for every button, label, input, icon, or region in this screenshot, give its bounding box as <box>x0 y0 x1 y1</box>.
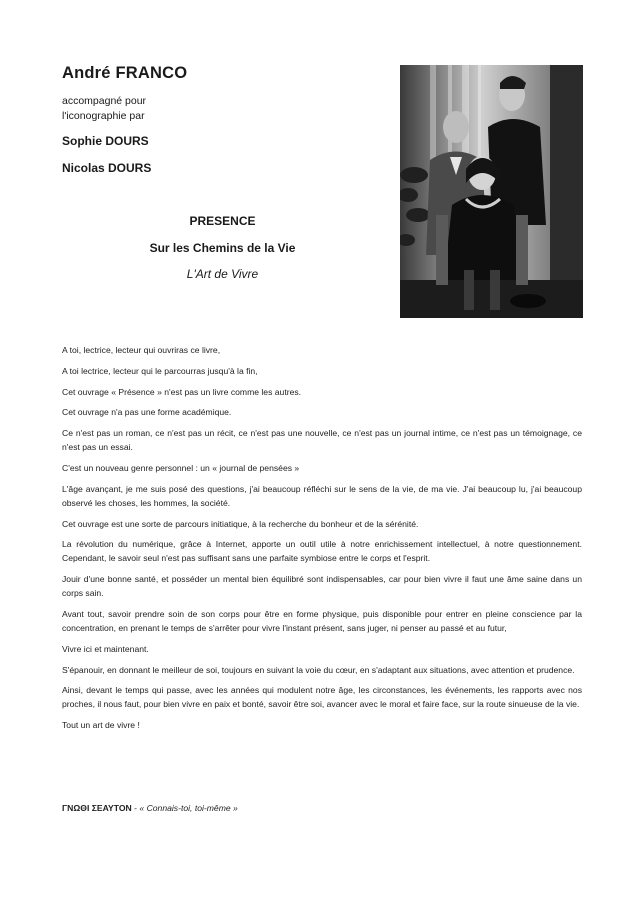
book-tagline: L'Art de Vivre <box>186 267 259 281</box>
motto <box>62 803 238 813</box>
paragraph: S'épanouir, en donnant le meilleur de soi, toujours en suivant la voie du cœur, en s'adaptant aux situations, avec attention et prudence. <box>62 664 575 675</box>
book-title: PRESENCE <box>189 214 256 228</box>
paragraph: Jouir d'une bonne santé, et posséder un mental bien équilibré sont indispensables, car pour bien vivre il faut une âme saine dans un corps sain. <box>62 574 582 599</box>
paragraph: Cet ouvrage n'a pas une forme académique. <box>62 407 232 418</box>
author-name: André FRANCO <box>62 64 188 82</box>
paragraph: Cet ouvrage est une sorte de parcours initiatique, à la recherche du bonheur et de la sérénité. <box>62 518 419 529</box>
motto-greek: ΓΝΩΘΙ ΣΕΑΥΤΟΝ <box>62 803 132 813</box>
contributor-name-2: Nicolas DOURS <box>62 161 152 175</box>
paragraph: Avant tout, savoir prendre soin de son corps pour être en forme physique, puis disponible pour entrer en pleine conscience par la concentration, en prenant le temps de s'arrêter pour vivre l'instant présent, sans juger, ni penser au passé et au futur, <box>62 608 582 633</box>
accompanied-line-1: accompagné pour <box>62 95 147 107</box>
paragraph: La révolution du numérique, grâce à Internet, apporte un outil utile à notre enrichissement intellectuel, à notre questionnement. Cependant, le savoir seul n'est pas suffisant sans une parfaite symbiose entre le corps et l'esprit. <box>62 539 582 564</box>
paragraph: A toi, lectrice, lecteur qui ouvriras ce livre, <box>62 345 221 355</box>
authors-photo <box>400 65 583 318</box>
contributor-name-1: Sophie DOURS <box>62 134 149 148</box>
paragraph: Vivre ici et maintenant. <box>62 643 149 654</box>
book-subtitle: Sur les Chemins de la Vie <box>149 241 296 255</box>
authors-photo-drawing <box>400 65 583 318</box>
motto-french: « Connais-toi, toi-même » <box>139 803 238 813</box>
paragraph: Ce n'est pas un roman, ce n'est pas un récit, ce n'est pas une nouvelle, ce n'est pas un journal intime, ce n'est pas un témoignage, ce n'est pas un essai. <box>62 428 582 453</box>
paragraph: Cet ouvrage « Présence » n'est pas un livre comme les autres. <box>62 386 302 397</box>
paragraph: L'âge avançant, je me suis posé des questions, j'ai beaucoup réfléchi sur le sens de la vie, de ma vie. J'ai beaucoup lu, j'ai beaucoup observé les choses, les hommes, la société. <box>62 483 582 508</box>
body-text <box>62 343 582 739</box>
paragraph: C'est un nouveau genre personnel : un « journal de pensées » <box>62 462 300 473</box>
paragraph: A toi lectrice, lecteur qui le parcourras jusqu'à la fin, <box>62 365 258 376</box>
motto-separator: - <box>131 803 140 813</box>
paragraph: Tout un art de vivre ! <box>62 720 140 731</box>
accompanied-note <box>62 94 212 124</box>
accompanied-line-2: l'iconographie par <box>62 110 145 122</box>
paragraph: Ainsi, devant le temps qui passe, avec les années qui modulent notre âge, les circonstances, les événements, les rapports avec nos proches, il nous faut, pour bien vivre en paix et bonté, savoir être soi, avancer avec le moral et faire face, sur la route sinueuse de la vie. <box>62 685 582 710</box>
